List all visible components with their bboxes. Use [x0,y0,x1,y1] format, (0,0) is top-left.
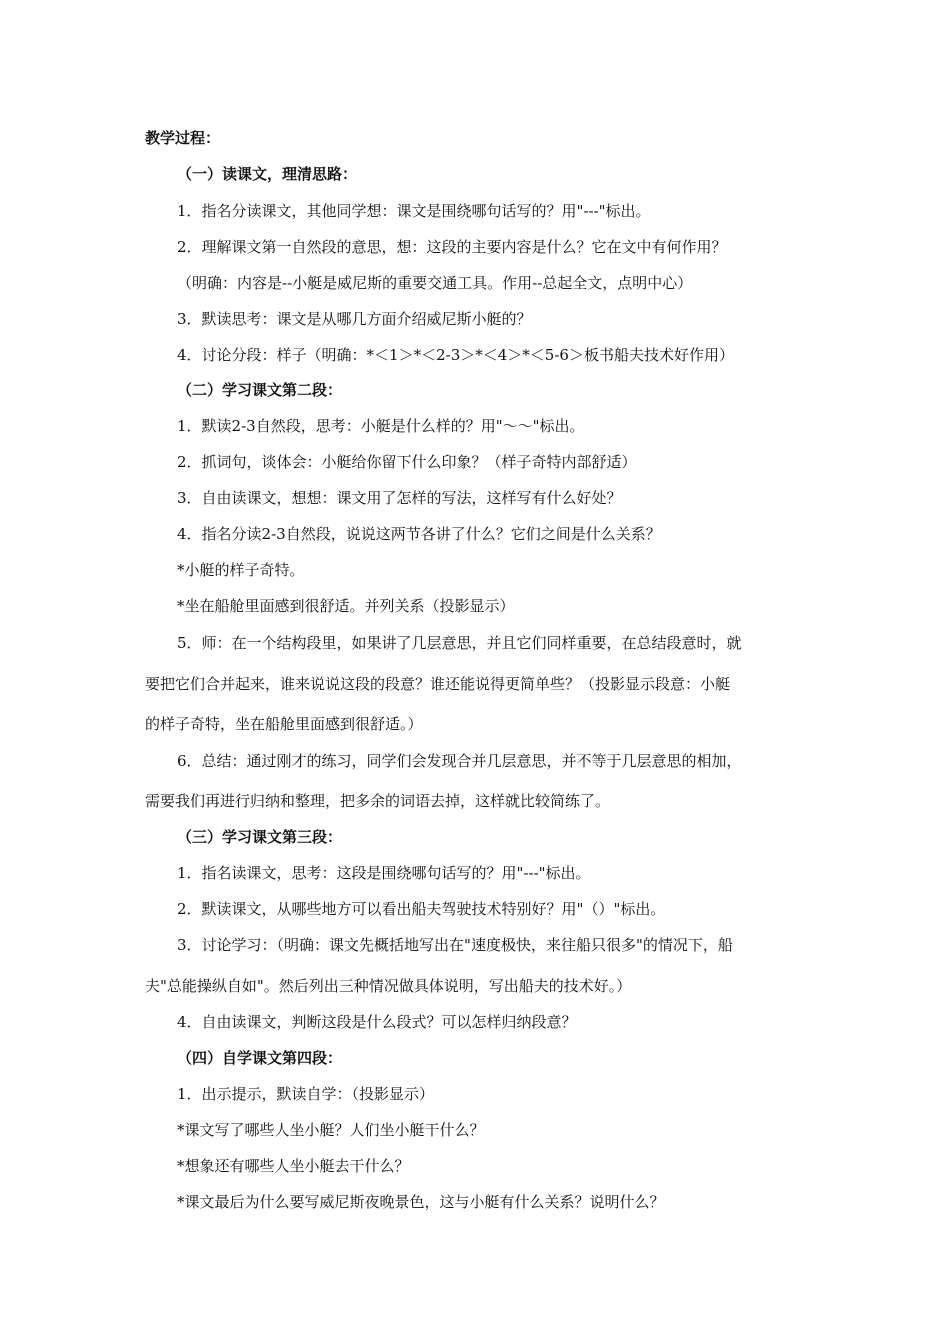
paragraph-continuation: 要把它们合并起来，谁来说说这段的段意？谁还能说得更简单些？（投影显示段意：小艇 [145,675,731,693]
paragraph: 2．理解课文第一自然段的意思，想：这段的主要内容是什么？它在文中有何作用？ [177,238,727,256]
bullet-item: *课文写了哪些人坐小艇？人们坐小艇干什么？ [177,1121,485,1139]
bullet-item: *想象还有哪些人坐小艇去干什么？ [177,1157,410,1175]
paragraph: 5．师：在一个结构段里，如果讲了几层意思，并且它们同样重要，在总结段意时，就 [177,634,742,652]
paragraph: 3．自由读课文，想想：课文用了怎样的写法，这样写有什么好处？ [177,489,622,507]
section-2-heading: （二）学习课文第二段： [177,381,343,399]
paragraph: 1．默读2-3自然段，思考：小艇是什么样的？用"～～"标出。 [177,417,585,435]
section-3-heading: （三）学习课文第三段： [177,828,343,846]
paragraph: 1．指名读课文，思考：这段是围绕哪句话写的？用"---"标出。 [177,864,591,882]
bullet-item: *课文最后为什么要写威尼斯夜晚景色，这与小艇有什么关系？说明什么？ [177,1193,665,1211]
bullet-item: *坐在船舱里面感到很舒适。并列关系（投影显示） [177,597,515,615]
paragraph-continuation: 的样子奇特，坐在船舱里面感到很舒适。） [145,715,423,733]
paragraph: 3．讨论学习：（明确：课文先概括地写出在"速度极快，来往船只很多"的情况下，船 [177,936,733,954]
bullet-item: *小艇的样子奇特。 [177,561,305,579]
paragraph: （明确：内容是--小艇是威尼斯的重要交通工具。作用--总起全文，点明中心） [177,274,693,292]
paragraph: 1．指名分读课文，其他同学想：课文是围绕哪句话写的？用"---"标出。 [177,202,651,220]
paragraph: 4．自由读课文，判断这段是什么段式？可以怎样归纳段意？ [177,1013,577,1031]
paragraph: 6．总结：通过刚才的练习，同学们会发现合并几层意思，并不等于几层意思的相加， [177,752,742,770]
paragraph-continuation: 需要我们再进行归纳和整理，把多余的词语去掉，这样就比较简练了。 [145,792,611,810]
paragraph-continuation: 夫"总能操纵自如"。然后列出三种情况做具体说明，写出船夫的技术好。） [145,977,632,995]
paragraph: 4．指名分读2-3自然段，说说这两节各讲了什么？它们之间是什么关系？ [177,525,661,543]
section-4-heading: （四）自学课文第四段： [177,1049,343,1067]
paragraph: 2．默读课文，从哪些地方可以看出船夫驾驶技术特别好？用"（）"标出。 [177,900,666,918]
page-title: 教学过程： [145,129,221,147]
paragraph: 3．默读思考：课文是从哪几方面介绍威尼斯小艇的？ [177,310,532,328]
paragraph: 1．出示提示，默读自学：（投影显示） [177,1085,435,1103]
paragraph: 2．抓词句，谈体会：小艇给你留下什么印象？（样子奇特内部舒适） [177,453,637,471]
paragraph: 4．讨论分段：样子（明确：*＜1＞*＜2-3＞*＜4＞*＜5-6＞板书船夫技术好作用） [177,346,734,364]
section-1-heading: （一）读课文，理清思路： [177,165,358,183]
